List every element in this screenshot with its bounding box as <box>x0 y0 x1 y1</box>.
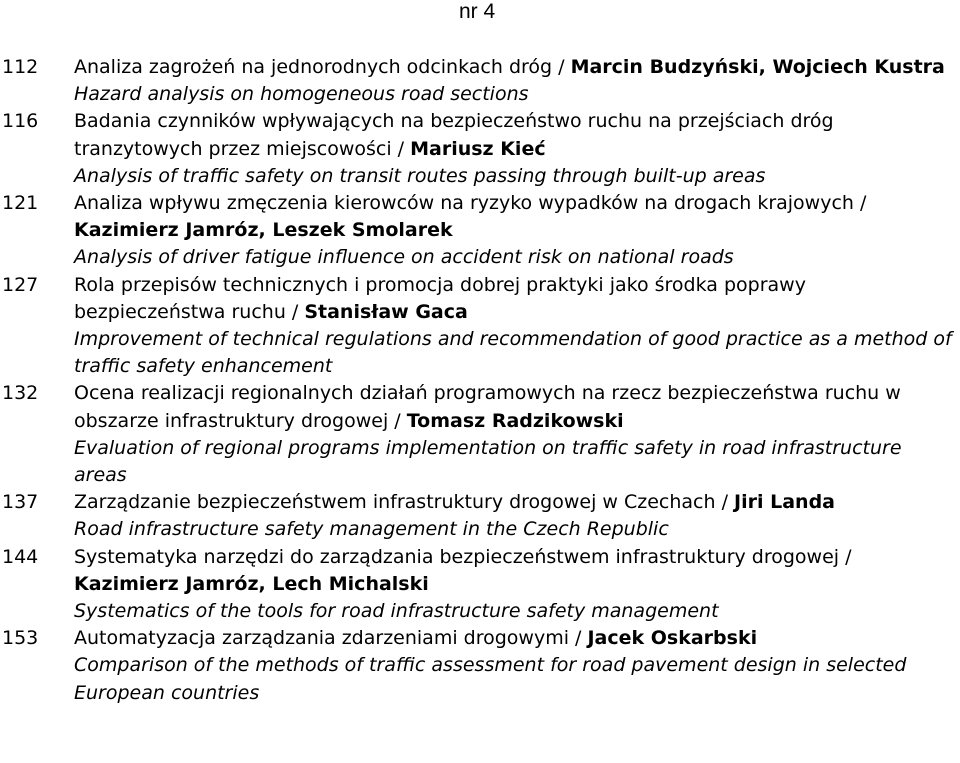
polish-title-line <box>74 489 960 516</box>
entry-body <box>74 380 960 489</box>
polish-title-line <box>74 54 960 81</box>
entry-body <box>74 54 960 108</box>
authors: Kazimierz Jamróz, Leszek Smolarek <box>74 219 453 242</box>
polish-title: Zarządzanie bezpieczeństwem infrastruktury drogowej w Czechach / <box>74 491 735 514</box>
toc-entry <box>0 190 960 272</box>
english-title: Road infrastructure safety management in the Czech Republic <box>74 518 669 541</box>
page-number: 112 <box>2 56 39 78</box>
toc-entry <box>0 489 960 543</box>
polish-title-line <box>74 272 960 326</box>
polish-title: Rola przepisów technicznych i promocja dobrej praktyki jako środka poprawy bezpieczeństwa ruchu / <box>74 273 806 323</box>
page-number: 153 <box>2 627 39 650</box>
authors: Marcin Budzyński, Wojciech Kustra <box>570 56 945 78</box>
polish-title: Analiza zagrożeń na jednorodnych odcinkach dróg / <box>74 56 571 78</box>
polish-title-line <box>74 108 960 162</box>
entry-body <box>74 272 960 381</box>
authors: Jacek Oskarbski <box>587 627 758 650</box>
english-title: Comparison of the methods of traffic assessment for road pavement design in selected European countries <box>74 654 907 704</box>
polish-title: Badania czynników wpływających na bezpieczeństwo ruchu na przejściach dróg tranzytowych przez miejscowości / <box>74 110 834 160</box>
toc-entry <box>0 272 960 381</box>
toc-entry <box>0 108 960 190</box>
entry-body <box>74 108 960 190</box>
page-number: 121 <box>2 192 39 215</box>
toc-entry <box>0 380 960 489</box>
english-title: Analysis of traffic safety on transit routes passing through built-up areas <box>74 164 766 187</box>
page-number: 116 <box>2 110 39 133</box>
polish-title: Systematyka narzędzi do zarządzania bezpieczeństwem infrastruktury drogowej / <box>74 545 852 568</box>
issue-number: nr 4 <box>459 0 496 23</box>
page-number: 137 <box>2 491 39 514</box>
polish-title: Automatyzacja zarządzania zdarzeniami drogowymi / <box>74 627 588 650</box>
page-number: 127 <box>2 273 39 296</box>
toc-entry <box>0 54 960 108</box>
english-title: Improvement of technical regulations and recommendation of good practice as a method of traffic safety enhancement <box>74 328 952 378</box>
authors: Mariusz Kieć <box>410 137 546 160</box>
entry-body <box>74 625 960 707</box>
polish-title-line <box>74 380 960 434</box>
authors: Tomasz Radzikowski <box>406 409 624 432</box>
authors: Jiri Landa <box>734 491 835 514</box>
polish-title-line <box>74 544 960 598</box>
authors: Stanisław Gaca <box>304 300 468 323</box>
toc-entry <box>0 625 960 707</box>
toc-entry <box>0 544 960 626</box>
polish-title: Ocena realizacji regionalnych działań programowych na rzecz bezpieczeństwa ruchu w obszarze infrastruktury drogowej / <box>74 382 901 432</box>
english-title: Hazard analysis on homogeneous road sections <box>74 83 529 106</box>
english-title: Evaluation of regional programs implementation on traffic safety in road infrastructure areas <box>74 436 902 487</box>
english-title: Analysis of driver fatigue influence on accident risk on national roads <box>74 246 734 269</box>
polish-title-line <box>74 625 960 652</box>
polish-title-line <box>74 190 960 244</box>
entry-body <box>74 544 960 626</box>
english-title: Systematics of the tools for road infrastructure safety management <box>74 600 719 623</box>
entry-body <box>74 489 960 543</box>
authors: Kazimierz Jamróz, Lech Michalski <box>74 572 429 595</box>
page-number: 132 <box>2 382 39 405</box>
polish-title: Analiza wpływu zmęczenia kierowców na ryzyko wypadków na drogach krajowych / <box>74 192 867 215</box>
entry-body <box>74 190 960 272</box>
table-of-contents <box>0 54 960 707</box>
page-number: 144 <box>2 545 39 568</box>
